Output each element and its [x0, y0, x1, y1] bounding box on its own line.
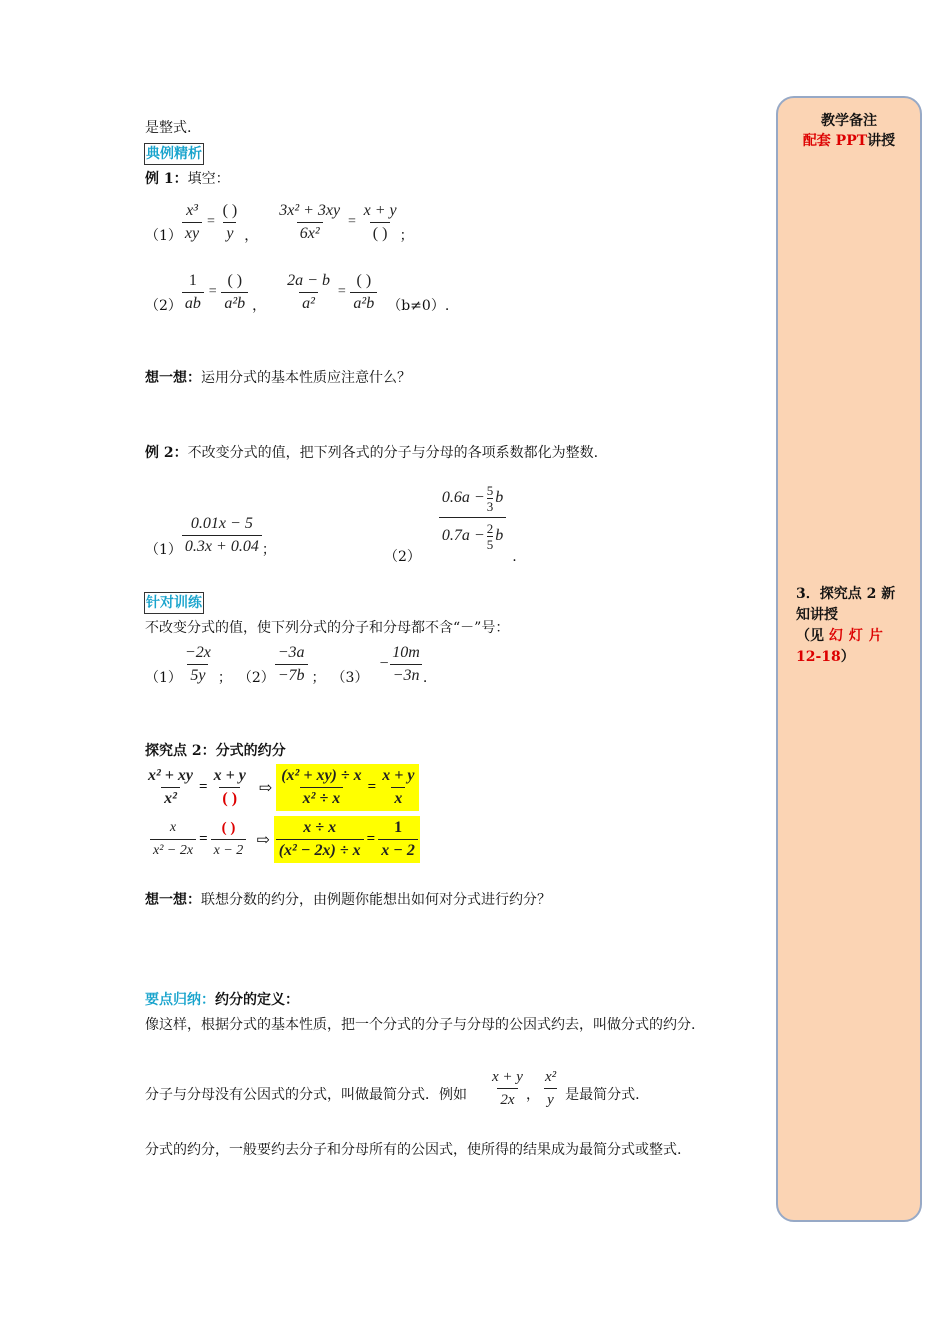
sidebar-note: [796, 584, 908, 668]
explore-2-row-b: $\frac{x}{\text{x² − 2x}}$ = $\frac{( )}{x - 2}$ ⇨ $\frac{x \div x}{\text{(x² − 2x) ÷ x}}$ = $\frac{1}{x - 2}$: [150, 816, 420, 863]
fraction: $\frac{x}{\text{x² − 2x}}$: [150, 817, 196, 862]
sidebar-note-slides: 幻灯片: [828, 628, 889, 644]
example-2-item-2: （2） 0.6a − $\frac{5}{3}$ b 0.7a − $\frac{2}{5}$ b .: [384, 482, 517, 565]
fraction: $\frac{x + y}{( )}$: [361, 200, 400, 245]
summary-heading: [145, 990, 299, 1010]
section-heading-examples: 典例精析: [144, 143, 204, 165]
example-2-item-1: （1） $\frac{0.01x - 5}{0.3x + 0.04}$ ；: [145, 514, 276, 558]
highlight-box: $\frac{x \div x}{\text{(x² − 2x) ÷ x}}$ = $\frac{1}{x - 2}$: [274, 816, 420, 863]
fraction: $\frac{1}{x - 2}$: [378, 817, 418, 862]
section-heading-training: 针对训练: [144, 592, 204, 614]
think-1: [145, 368, 411, 388]
fraction: $\frac{\text{x²}}{y}$: [542, 1066, 559, 1111]
think-1-label: 想一想：: [145, 370, 201, 386]
example-2-label: 例 2：: [145, 445, 188, 461]
fraction: $\frac{0.01x - 5}{0.3x + 0.04}$: [182, 513, 262, 558]
think-2-label: 想一想：: [145, 892, 201, 908]
row-index: （1）: [145, 228, 182, 244]
fraction: $\frac{\text{x² + xy}}{\text{x²}}$: [145, 765, 196, 810]
fraction: $\frac{1}{ab}$: [182, 270, 204, 315]
example-1-text: 填空：: [187, 171, 230, 187]
fraction: $\frac{-2x}{5y}$: [182, 642, 214, 687]
row-index: （2）: [237, 670, 275, 686]
think-2: [145, 890, 551, 910]
example-1-row-1: （1） $\frac{\text{x³}}{xy}$ = $\frac{( )}{y}$ ， $\frac{\text{3x² + 3xy}}{\text{6x²}}$ = $\frac{x + y}{( )}$ ；: [145, 201, 414, 244]
think-2-text: 联想分数的约分，由例题你能想出如何对分式进行约分？: [201, 892, 551, 908]
sidebar-title: 教学备注: [821, 113, 877, 129]
summary-paragraph-2-text: 分子与分母没有公因式的分式，叫做最简分式．例如: [145, 1087, 467, 1103]
complex-fraction: 0.6a − $\frac{5}{3}$ b 0.7a − $\frac{2}{5}$ b: [439, 483, 506, 552]
sidebar-subtitle-lecture: 讲授: [867, 133, 896, 149]
example-1-row-2: （2） $\frac{1}{ab}$ = $\frac{( )}{\text{a²b}}$ ， $\frac{2a - b}{\text{a²}}$ = $\frac{( )}{\text{a²b}}$ （b≠0）.: [145, 271, 450, 314]
fraction: $\frac{( )}{\text{a²b}}$: [221, 270, 248, 315]
fraction: $\frac{\text{(x² + xy) ÷ x}}{\text{x² ÷ x}}$: [278, 765, 364, 810]
summary-paragraph-3: 分式的约分，一般要约去分子和分母所有的公因式，使所得的结果成为最简分式或整式.: [145, 1142, 682, 1158]
summary-title: 约分的定义：: [215, 992, 299, 1008]
condition: （b≠0）.: [387, 298, 450, 314]
arrow-icon: ⇨: [256, 830, 270, 849]
row-index: （1）: [145, 670, 182, 686]
think-1-text: 运用分式的基本性质应注意什么？: [201, 370, 411, 386]
sidebar-subtitle: [776, 131, 922, 151]
fraction: $\frac{x \div x}{\text{(x² − 2x) ÷ x}}$: [276, 817, 364, 862]
highlight-box: $\frac{\text{(x² + xy) ÷ x}}{\text{x² ÷ x}}$ = $\frac{x + y}{x}$: [276, 764, 419, 811]
fraction: $\frac{( )}{y}$: [220, 200, 241, 245]
summary-label: 要点归纳：: [145, 992, 215, 1008]
fraction: $\frac{-3a}{-7b}$: [275, 642, 308, 687]
sidebar-note-see: （见: [796, 628, 824, 644]
explore-2-title: 探究点 2：分式的约分: [145, 743, 286, 759]
row-index: （2）: [384, 549, 421, 565]
fraction: $\frac{x + y}{x}$: [379, 765, 417, 810]
summary-paragraph-2-end: 是最简分式.: [565, 1087, 640, 1103]
fraction: $\frac{\text{3x² + 3xy}}{\text{6x²}}$: [276, 200, 343, 245]
row-index: （1）: [145, 542, 182, 558]
fraction: $\frac{x + y}{( )}$: [211, 765, 249, 810]
fraction: $\frac{10m}{-3n}$: [389, 642, 423, 687]
example-1-heading: [145, 169, 230, 189]
sidebar-note-main: 3．探究点 2 新知讲授: [796, 586, 896, 623]
fraction: $\frac{( )}{\text{a²b}}$: [350, 270, 377, 315]
arrow-icon: ⇨: [258, 778, 273, 797]
row-index: （2）: [145, 298, 182, 314]
fraction: $\frac{x + y}{2x}$: [489, 1066, 526, 1111]
summary-paragraph-2: 分子与分母没有公因式的分式，叫做最简分式．例如 $\frac{x + y}{2x}$ ， $\frac{\text{x²}}{y}$ 是最简分式.: [145, 1066, 640, 1111]
example-1-label: 例 1：: [145, 171, 188, 187]
top-line: 是整式.: [145, 120, 192, 136]
sidebar-subtitle-ppt: 配套 PPT: [802, 133, 868, 149]
explore-2-row-a: $\frac{\text{x² + xy}}{\text{x²}}$ = $\frac{x + y}{( )}$ ⇨ $\frac{\text{(x² + xy) ÷ x}}{\text{x² ÷ x}}$ = $\frac{x + y}{x}$: [145, 764, 419, 811]
sidebar-note-close: ）: [840, 649, 855, 665]
fraction: $\frac{2a - b}{\text{a²}}$: [284, 270, 333, 315]
example-2-text: 不改变分式的值，把下列各式的分子与分母的各项系数都化为整数.: [187, 445, 599, 461]
fraction: $\frac{( )}{x - 2}$: [211, 817, 247, 862]
example-2-heading: [145, 443, 598, 463]
fraction: $\frac{\text{x³}}{xy}$: [182, 200, 202, 245]
training-items: （1） $\frac{-2x}{5y}$ ； （2） $\frac{-3a}{-7b}$ ； （3） − $\frac{10m}{-3n}$ .: [145, 643, 428, 686]
row-index: （3）: [331, 670, 369, 686]
summary-paragraph-1: 像这样，根据分式的基本性质，把一个分式的分子与分母的公因式约去，叫做分式的约分.: [145, 1017, 696, 1033]
training-text: 不改变分式的值，使下列分式的分子和分母都不含“－”号：: [145, 620, 510, 636]
sidebar-note-range: 12-18: [796, 649, 841, 665]
